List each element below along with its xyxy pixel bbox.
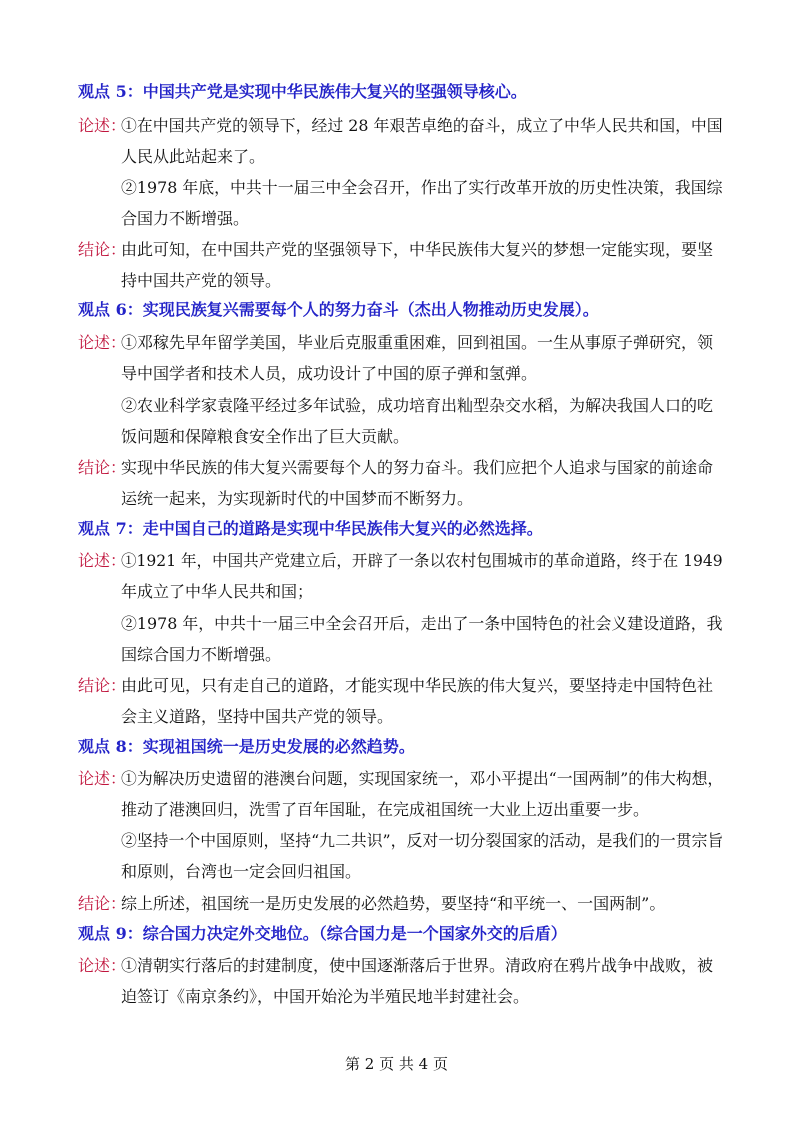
conclusion-label: 结论： [78, 240, 127, 259]
conclusion-label: 结论： [78, 894, 127, 913]
argument-line: 年成立了中华人民共和国； [121, 582, 314, 601]
argument-line: 推动了港澳回归，洗雪了百年国耻，在完成祖国统一大业上迈出重要一步。 [121, 800, 650, 819]
viewpoint-7-heading: 观点 7：走中国自己的道路是实现中华民族伟大复兴的必然选择。 [78, 519, 543, 538]
argument-line: ①邓稼先早年留学美国，毕业后克服重重困难，回到祖国。一生从事原子弹研究，领 [121, 333, 714, 352]
argument-line: ②农业科学家袁隆平经过多年试验，成功培育出籼型杂交水稻，为解决我国人口的吃 [121, 396, 714, 415]
argument-line: 国综合国力不断增强。 [121, 645, 282, 664]
argument-line: 导中国学者和技术人员，成功设计了中国的原子弹和氢弹。 [121, 364, 538, 383]
argument-line: ①在中国共产党的领导下，经过 28 年艰苦卓绝的奋斗，成立了中华人民共和国，中国 [121, 116, 723, 135]
argument-line: 迫签订《南京条约》，中国开始沦为半殖民地半封建社会。 [121, 987, 530, 1006]
argument-label: 论述： [78, 956, 127, 975]
argument-label: 论述： [78, 116, 127, 135]
argument-line: ②1978 年底，中共十一届三中全会召开，作出了实行改革开放的历史性决策，我国综 [121, 178, 723, 197]
argument-line: ①为解决历史遗留的港澳台问题，实现国家统一，邓小平提出“一国两制”的伟大构想， [121, 769, 724, 788]
argument-label: 论述： [78, 769, 127, 788]
viewpoint-6-heading: 观点 6：实现民族复兴需要每个人的努力奋斗（杰出人物推动历史发展）。 [78, 300, 599, 319]
argument-line: 饭问题和保障粮食安全作出了巨大贡献。 [121, 427, 410, 446]
viewpoint-9-heading: 观点 9：综合国力决定外交地位。（综合国力是一个国家外交的后盾） [78, 924, 567, 943]
viewpoint-8-heading: 观点 8：实现祖国统一是历史发展的必然趋势。 [78, 737, 415, 756]
argument-line: 和原则，台湾也一定会回归祖国。 [121, 862, 362, 881]
argument-label: 论述： [78, 551, 127, 570]
page-number-footer: 第 2 页 共 4 页 [345, 1055, 448, 1073]
conclusion-line: 综上所述，祖国统一是历史发展的必然趋势，要坚持“和平统一、一国两制”。 [121, 894, 666, 913]
viewpoint-5-heading: 观点 5：中国共产党是实现中华民族伟大复兴的坚强领导核心。 [78, 82, 527, 101]
conclusion-label: 结论： [78, 458, 127, 477]
argument-line: ②1978 年，中共十一届三中全会召开后，走出了一条中国特色的社会义建设道路，我 [121, 614, 723, 633]
conclusion-label: 结论： [78, 676, 127, 695]
conclusion-line: 实现中华民族的伟大复兴需要每个人的努力奋斗。我们应把个人追求与国家的前途命 [121, 458, 714, 477]
conclusion-line: 由此可见，只有走自己的道路，才能实现中华民族的伟大复兴，要坚持走中国特色社 [121, 676, 714, 695]
argument-line: 合国力不断增强。 [121, 209, 250, 228]
conclusion-line: 持中国共产党的领导。 [121, 271, 282, 290]
conclusion-line: 运统一起来，为实现新时代的中国梦而不断努力。 [121, 489, 474, 508]
argument-line: ②坚持一个中国原则，坚持“九二共识”，反对一切分裂国家的活动，是我们的一贯宗旨 [121, 831, 724, 850]
argument-line: 人民从此站起来了。 [121, 147, 266, 166]
argument-line: ①清朝实行落后的封建制度，使中国逐渐落后于世界。清政府在鸦片战争中战败，被 [121, 956, 714, 975]
argument-label: 论述： [78, 333, 127, 352]
conclusion-line: 会主义道路，坚持中国共产党的领导。 [121, 707, 394, 726]
conclusion-line: 由此可知，在中国共产党的坚强领导下，中华民族伟大复兴的梦想一定能实现，要坚 [121, 240, 714, 259]
argument-line: ①1921 年，中国共产党建立后，开辟了一条以农村包围城市的革命道路，终于在 1949 [121, 551, 723, 570]
